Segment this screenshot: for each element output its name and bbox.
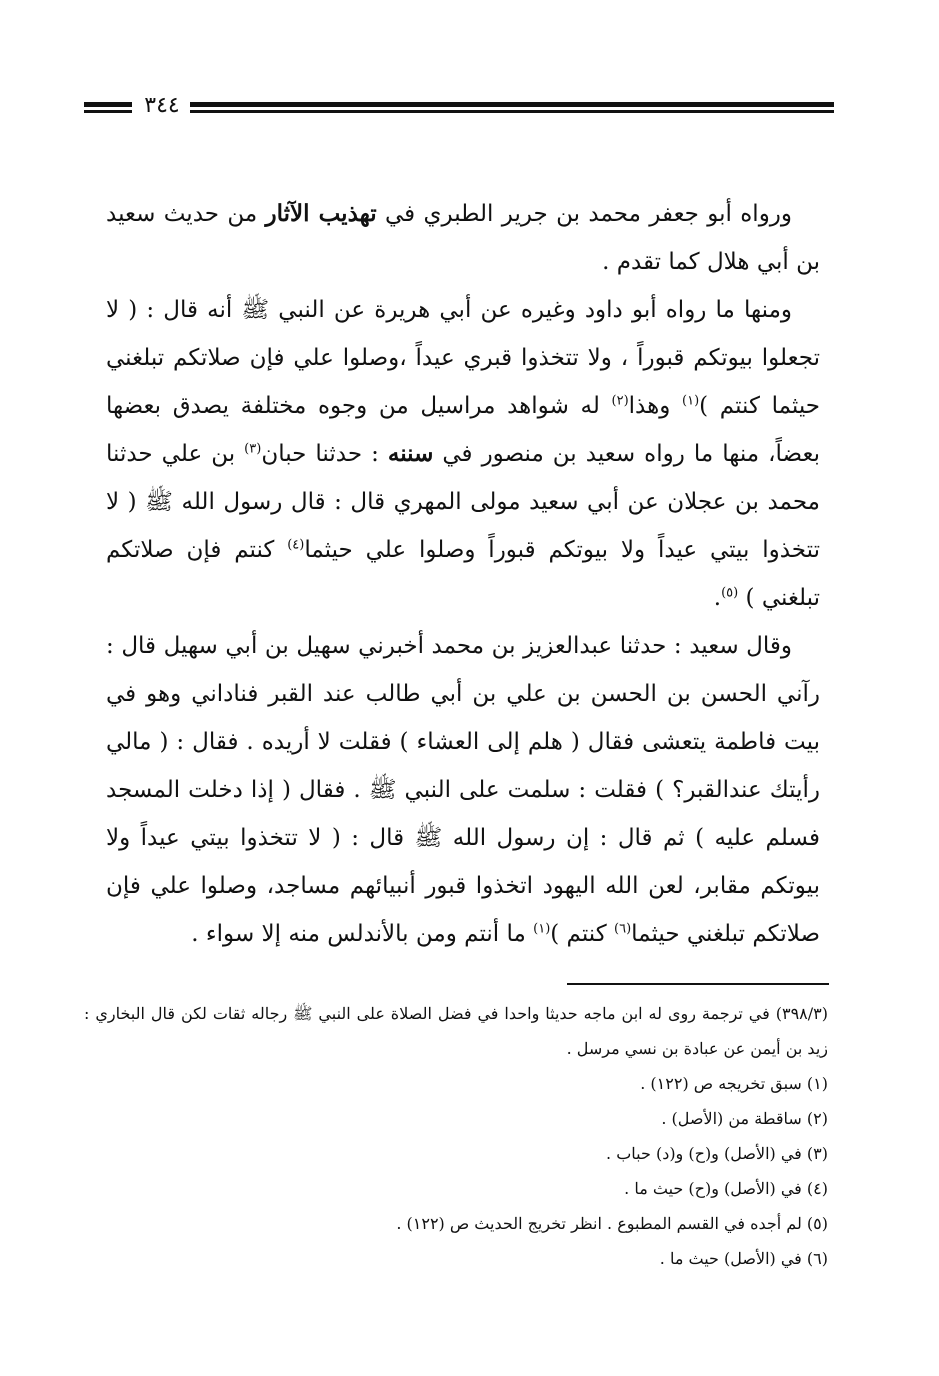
footnote-ref: (٤)	[287, 537, 305, 553]
text-run: ومنها ما رواه أبو داود وغيره عن أبي هريرة عن النبي ﷺ أنه قال : ( لا تجعلوا بيوتكم قبوراً ، ولا تتخذوا قبري عيداً ،وصلوا علي فإن صلاتكم تبلغني حيثما كنتم )	[106, 297, 820, 419]
book-title-tahdhib: تهذيب الآثار	[265, 200, 377, 227]
footnote-separator	[567, 983, 829, 985]
book-title-sunan: سننه	[387, 440, 434, 467]
footnote-ref: (٥)	[721, 585, 739, 601]
text-run: وهذا	[628, 393, 683, 419]
header-rule-left	[84, 102, 132, 107]
footnote-3: (٣) في (الأصل) و(ح) و(د) حباب .	[606, 1144, 828, 1163]
text-run: ما أنتم ومن بالأندلس منه إلا سواء .	[191, 921, 534, 947]
header-rule-left-thin	[84, 110, 132, 113]
footnote-6: (٦) في (الأصل) حيث ما .	[659, 1249, 828, 1268]
paragraph-3	[106, 622, 820, 958]
footnote-ref: (١)	[682, 393, 700, 409]
text-run: له شواهد مراسيل من وجوه مختلفة يصدق بعضها بعضاً، منها ما رواه سعيد بن منصور في	[106, 393, 820, 467]
page-header	[84, 93, 834, 126]
footnote-5: (٥) لم أجده في القسم المطبوع . انظر تخريج الحديث ص (١٢٢) .	[396, 1214, 828, 1233]
footnote-2: (٢) ساقطة من (الأصل) .	[661, 1109, 828, 1128]
header-rule-right	[190, 102, 834, 107]
footnotes	[84, 996, 828, 1276]
page-number: ٣٤٤	[144, 93, 180, 118]
text-run: .	[713, 585, 722, 611]
footnote-ref: (٢)	[611, 393, 629, 409]
footnote-ref: (٣)	[244, 441, 262, 457]
footnote-0: (٣٩٨/٣) في ترجمة روى له ابن ماجه حديثا واحدا في فضل الصلاة على النبي ﷺ رجاله ثقات لكن قال البخاري : زيد بن أيمن عن عبادة بن نسي مرسل .	[84, 1004, 828, 1058]
text-run: كنتم )	[550, 921, 614, 947]
text-run: وقال سعيد : حدثنا عبدالعزيز بن محمد أخبرني سهيل بن أبي سهيل قال : رآني الحسن بن الحسن بن علي بن أبي طالب عند القبر فناداني وهو في بيت فاطمة يتعشى فقال ( هلم إلى العشاء ) فقلت لا أريده . فقال : ( مالي رأيتك عندالقبر؟ ) فقلت : سلمت على النبي ﷺ . فقال ( إذا دخلت المسجد فسلم عليه ) ثم قال : إن رسول الله ﷺ قال : ( لا تتخذوا بيتي عيداً ولا بيوتكم مقابر، لعن الله اليهود اتخذوا قبور أنبيائهم مساجد، وصلوا علي فإن صلاتكم تبلغني حيثما	[106, 633, 820, 947]
footnote-ref: (٦)	[614, 921, 632, 937]
header-rule-right-thin	[190, 110, 834, 113]
footnote-1: (١) سبق تخريجه ص (١٢٢) .	[640, 1074, 828, 1093]
text-run: بن علي حدثنا محمد بن عجلان عن أبي سعيد مولى المهري قال : قال رسول الله ﷺ ( لا تتخذوا بيتي عيداً ولا بيوتكم قبوراً وصلوا علي حيثما	[106, 441, 820, 563]
paragraph-1	[106, 190, 820, 286]
footnote-4: (٤) في (الأصل) و(ح) حيث ما .	[624, 1179, 828, 1198]
text-run: من حديث سعيد بن أبي هلال كما تقدم .	[106, 201, 820, 275]
paragraph-2	[106, 286, 820, 622]
text-run: كنتم فإن صلاتكم تبلغني )	[106, 537, 820, 611]
main-text	[106, 190, 820, 958]
footnote-ref: (١)	[533, 921, 551, 937]
text-run: ورواه أبو جعفر محمد بن جرير الطبري في	[376, 201, 793, 227]
text-run: : حدثنا حبان	[261, 441, 388, 467]
